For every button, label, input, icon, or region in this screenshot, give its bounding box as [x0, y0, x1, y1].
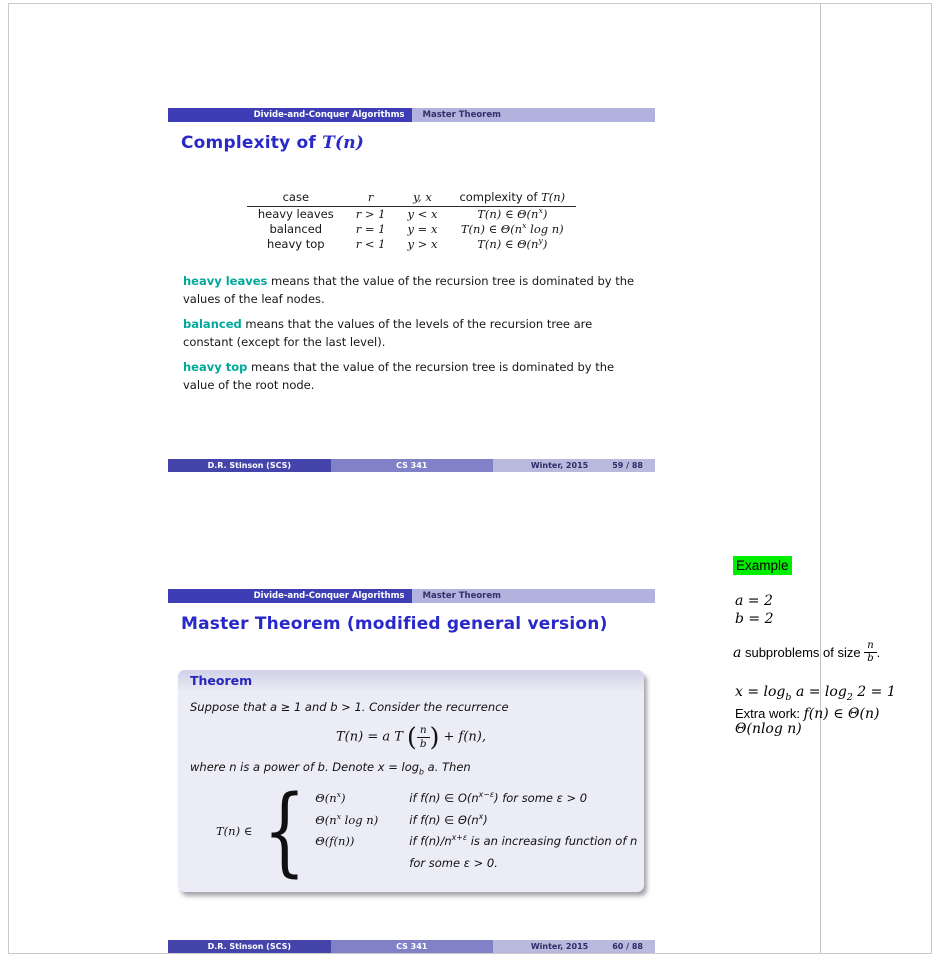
slide-title: Master Theorem (modified general version): [181, 614, 608, 634]
fraction-n-over-b: [417, 725, 430, 749]
breadcrumb-section: Divide-and-Conquer Algorithms: [168, 589, 412, 603]
slide-title: [181, 133, 655, 153]
cell-complexity: T(n) ∈ $\Theta(n^x$ log n): [460, 221, 564, 236]
col-header-complexity: [448, 189, 576, 207]
annotation-a-equals-2[interactable]: a = 2: [735, 593, 773, 609]
recurrence-equation: [190, 722, 632, 752]
footer-meta: [493, 459, 655, 472]
cell-complexity: T(n) ∈ $\Theta(n^x)$: [477, 206, 548, 221]
cell-case: heavy top: [267, 237, 325, 251]
footer-meta: [493, 940, 655, 953]
definitions-block: [183, 272, 641, 394]
footer-author: D.R. Stinson (SCS): [168, 940, 331, 953]
case-result: Θ(f(n)): [315, 834, 355, 848]
annotation-example-highlight[interactable]: Example: [733, 556, 792, 575]
definition-text: means that the value of the recursion tree is dominated by the values of the leaf nodes.: [183, 274, 635, 306]
col-header-yx: y, x: [413, 190, 432, 204]
case-condition: if f(n) ∈ $\Theta(n^x)$: [409, 811, 488, 827]
table-row: [247, 222, 576, 237]
footer-course: CS 341: [331, 459, 493, 472]
definition-heavy-top: [183, 358, 641, 394]
case-result: $\Theta(n^x)$: [315, 790, 346, 805]
cell-r: r < 1: [355, 237, 386, 251]
case-condition: if $f(n)/n^{x+\varepsilon}$ is an increasing function of n: [409, 833, 638, 848]
keyword-balanced: balanced: [183, 317, 242, 331]
table-row: [247, 207, 576, 223]
slide-header-bar: [168, 108, 655, 122]
annotation-subproblems-text: subproblems of size: [741, 645, 865, 660]
theorem-box: [178, 670, 644, 892]
definition-balanced: [183, 315, 641, 351]
annotation-log-equation[interactable]: $x = \log_b a = \log_2 2 = 1$: [735, 684, 896, 703]
col-header-case: case: [282, 190, 310, 204]
theorem-label: Theorem: [178, 670, 644, 690]
cell-r: r > 1: [355, 207, 386, 221]
slide-page-59: [168, 108, 655, 472]
footer-term: Winter, 2015: [530, 942, 589, 951]
col-header-r: r: [367, 190, 374, 204]
annotation-subproblems-period: .: [876, 645, 881, 660]
case-result: [315, 853, 409, 875]
cell-complexity: T(n) ∈ $\Theta(n^y)$: [477, 236, 548, 251]
cases-equation: [216, 775, 638, 887]
annotation-fraction-denominator: b: [867, 653, 874, 664]
complexity-table: [247, 189, 576, 252]
cell-case: balanced: [269, 222, 323, 236]
col-header-complexity-math: T(n): [541, 190, 566, 204]
slide-title-text: Complexity of: [181, 133, 323, 153]
case-condition: if f(n) ∈ $O(n^{x-\varepsilon})$ for some ε > 0: [409, 790, 588, 805]
cell-yx: y < x: [407, 207, 438, 221]
slide-footer-bar: [168, 940, 655, 953]
slide-page-60: [168, 589, 655, 953]
table-header-row: [247, 189, 576, 207]
keyword-heavy-leaves: heavy leaves: [183, 274, 268, 288]
pane-divider-line: [820, 4, 821, 953]
annotation-theta-nlogn[interactable]: Θ(nlog n): [735, 721, 802, 737]
annotation-extra-work-label: Extra work:: [735, 706, 804, 721]
slide-footer-bar: [168, 459, 655, 472]
case-row: [315, 853, 637, 875]
breadcrumb-section: Divide-and-Conquer Algorithms: [168, 108, 412, 122]
open-paren: (: [407, 722, 417, 752]
breadcrumb-subsection: Master Theorem: [412, 589, 656, 603]
cell-yx: y > x: [407, 237, 438, 251]
cases-brace: {: [263, 775, 307, 887]
equation-lhs: T(n) = a T: [336, 729, 403, 745]
theorem-intro: Suppose that a ≥ 1 and b > 1. Consider the recurrence: [190, 700, 509, 714]
annotation-extra-work-math: f(n) ∈ Θ(n): [803, 706, 880, 722]
footer-term: Winter, 2015: [530, 461, 589, 470]
annotation-extra-work[interactable]: [735, 703, 879, 722]
cell-yx: y = x: [407, 222, 438, 236]
footer-course: CS 341: [331, 940, 493, 953]
annotation-fraction-numerator: n: [864, 641, 876, 653]
annotation-fraction-n-over-b: [864, 641, 876, 664]
annotation-subproblems[interactable]: [733, 641, 880, 664]
definition-text: means that the value of the recursion tree is dominated by the value of the root node.: [183, 360, 615, 392]
definition-text: means that the values of the levels of the recursion tree are constant (except for the last level).: [183, 317, 593, 349]
case-condition: for some ε > 0.: [409, 855, 498, 870]
theorem-middle: where n is a power of b. Denote $x = \log_b a$. Then: [190, 760, 471, 777]
cases-rows: [315, 788, 637, 874]
fraction-numerator: n: [417, 725, 430, 738]
footer-page-number: 59 / 88: [612, 461, 643, 470]
annotation-b-equals-2[interactable]: b = 2: [735, 611, 774, 627]
footer-author: D.R. Stinson (SCS): [168, 459, 331, 472]
theorem-body: [178, 690, 644, 892]
equation-rhs: + f(n),: [443, 729, 486, 745]
fraction-denominator: b: [419, 737, 427, 750]
keyword-heavy-top: heavy top: [183, 360, 248, 374]
breadcrumb-subsection: Master Theorem: [412, 108, 656, 122]
table-row: [247, 237, 576, 252]
close-paren: ): [429, 722, 440, 752]
col-header-complexity-text: complexity of: [459, 190, 542, 204]
case-result: $\Theta(n^x$ log n): [315, 811, 379, 827]
cell-case: heavy leaves: [257, 207, 334, 221]
slide-title-math: T(n): [322, 133, 365, 153]
slide-header-bar: [168, 589, 655, 603]
case-row: [315, 831, 637, 853]
footer-page-number: 60 / 88: [612, 942, 643, 951]
case-row: [315, 788, 637, 810]
case-row: [315, 810, 637, 832]
definition-heavy-leaves: [183, 272, 641, 308]
cell-r: r = 1: [355, 222, 386, 236]
cases-lhs: T(n) ∈: [216, 823, 253, 838]
annotation-var-a: a: [733, 645, 742, 661]
